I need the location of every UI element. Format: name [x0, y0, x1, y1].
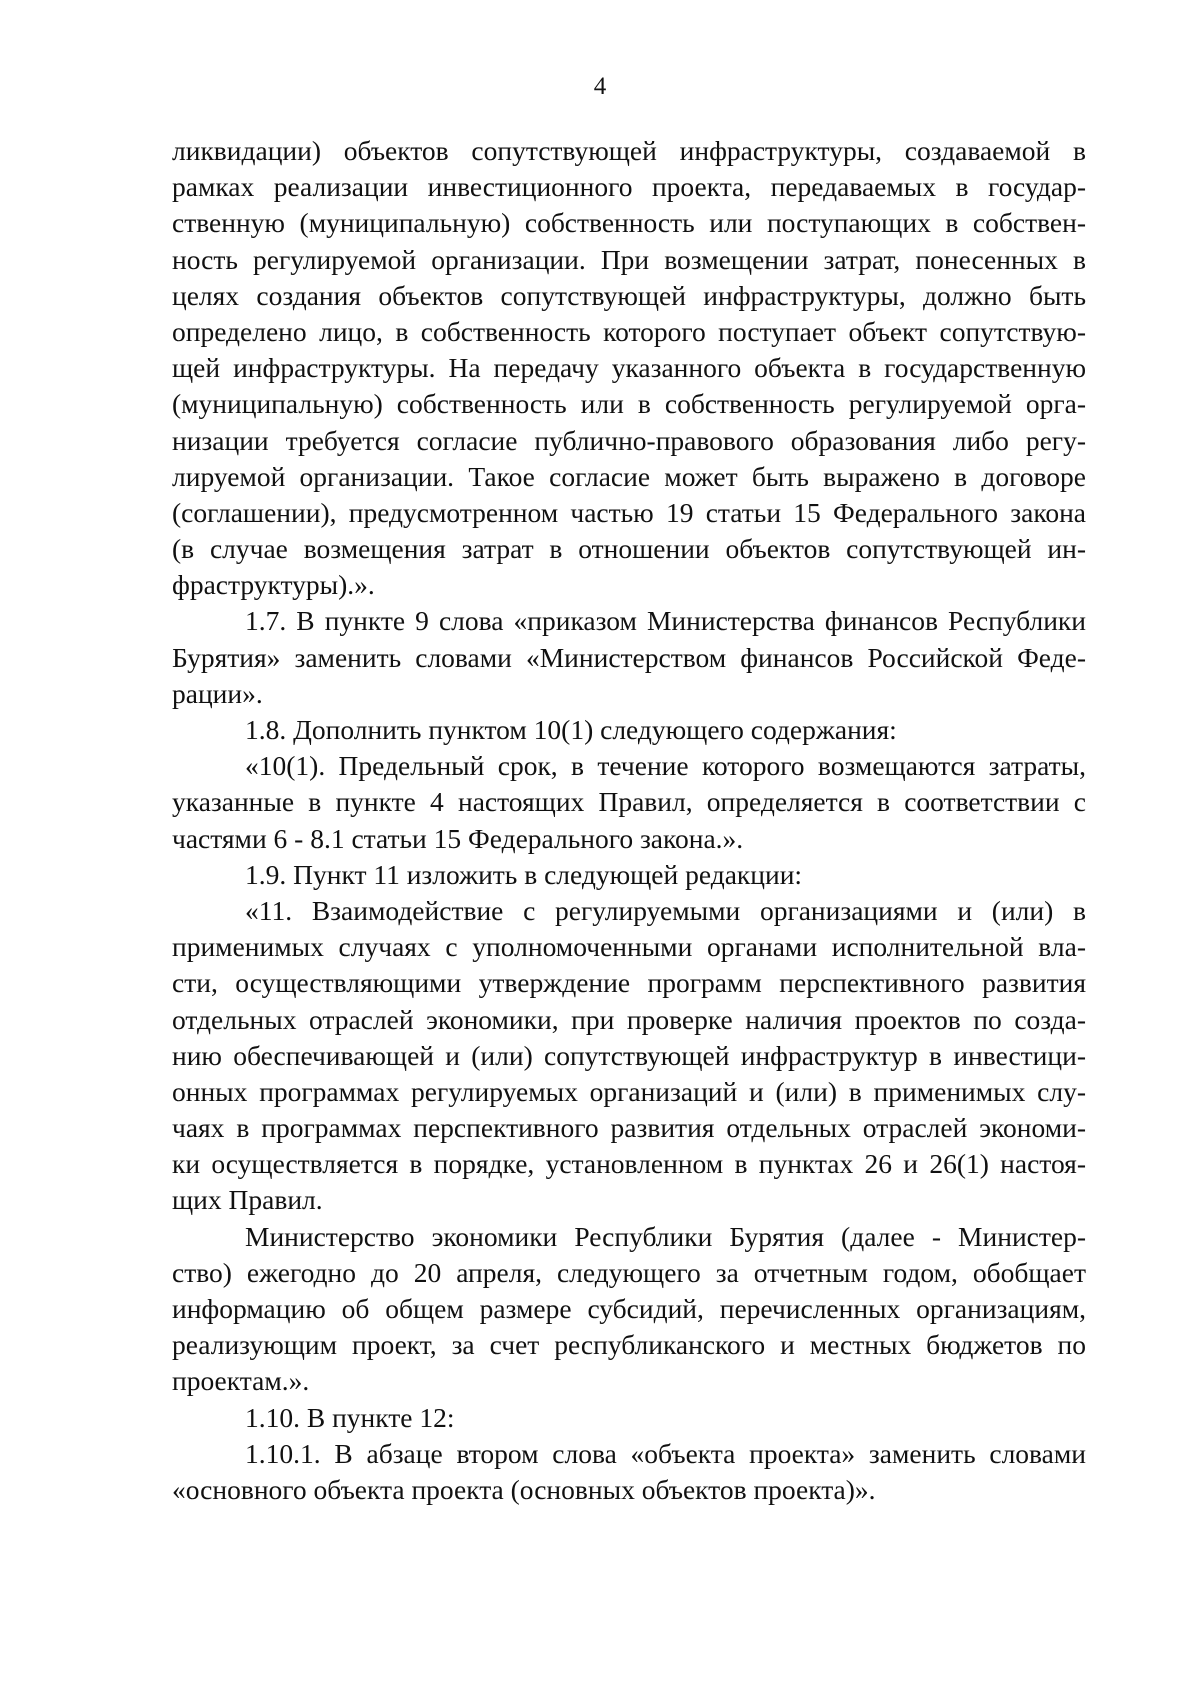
text-line: фраструктуры).». [172, 569, 375, 601]
text-line: реализующим проект, за счет республиканского и местных бюджетов по [172, 1329, 1086, 1361]
text-line: проектам.». [172, 1365, 310, 1397]
text-line: сти, осуществляющими утверждение программ перспективного развития [172, 967, 1086, 999]
text-line: частями 6 - 8.1 статьи 15 Федерального закона.». [172, 822, 744, 854]
text-line: 1.8. Дополнить пунктом 10(1) следующего содержания: [245, 714, 897, 745]
text-line: ство) ежегодно до 20 апреля, следующего за отчетным годом, обобщает [172, 1256, 1086, 1288]
text-line: 1.9. Пункт 11 изложить в следующей редакции: [245, 858, 803, 890]
text-line: рамках реализации инвестиционного проекта, передаваемых в государ- [172, 171, 1086, 203]
text-line: определено лицо, в собственность которого поступает объект сопутствую- [172, 315, 1086, 347]
document-body [172, 133, 1086, 1508]
text-line: рации». [172, 677, 263, 709]
text-line: онных программах регулируемых организаций и (или) в применимых слу- [172, 1075, 1086, 1107]
text-line: щих Правил. [172, 1184, 323, 1216]
text-line: «10(1). Предельный срок, в течение которого возмещаются затраты, [245, 750, 1086, 782]
text-line: (муниципальную) собственность или в собственность регулируемой орга- [172, 388, 1086, 420]
text-line: 1.10. В пункте 12: [245, 1401, 455, 1433]
text-line: чаях в программах перспективного развития отдельных отраслей экономи- [172, 1112, 1086, 1144]
text-line: указанные в пункте 4 настоящих Правил, определяется в соответствии с [172, 786, 1086, 818]
text-line: 1.10.1. В абзаце втором слова «объекта проекта» заменить словами [245, 1437, 1086, 1469]
text-line: «основного объекта проекта (основных объектов проекта)». [172, 1473, 876, 1505]
text-line: Министерство экономики Республики Бурятия (далее - Министер- [245, 1220, 1086, 1252]
text-line: отдельных отраслей экономики, при проверке наличия проектов по созда- [172, 1003, 1086, 1035]
text-line: нию обеспечивающей и (или) сопутствующей инфраструктур в инвестици- [172, 1039, 1086, 1071]
text-line: ликвидации) объектов сопутствующей инфраструктуры, создаваемой в [172, 135, 1086, 166]
text-line: ки осуществляется в порядке, установленном в пунктах 26 и 26(1) настоя- [172, 1148, 1086, 1180]
text-line: ственную (муниципальную) собственность или поступающих в собствен- [172, 207, 1086, 239]
text-line: информацию об общем размере субсидий, перечисленных организациям, [172, 1293, 1086, 1324]
text-line: (соглашении), предусмотренном частью 19 статьи 15 Федерального закона [172, 496, 1086, 528]
text-line: целях создания объектов сопутствующей инфраструктуры, должно быть [172, 279, 1086, 311]
text-line: «11. Взаимодействие с регулируемыми организациями и (или) в [245, 894, 1086, 926]
text-line: лируемой организации. Такое согласие может быть выражено в договоре [172, 460, 1086, 492]
text-line: Бурятия» заменить словами «Министерством финансов Российской Феде- [172, 641, 1086, 673]
text-line: щей инфраструктуры. На передачу указанного объекта в государственную [172, 352, 1086, 384]
text-line: применимых случаях с уполномоченными органами исполнительной вла- [172, 931, 1086, 963]
text-line: 1.7. В пункте 9 слова «приказом Министерства финансов Республики [245, 605, 1086, 637]
page-number: 4 [593, 73, 607, 100]
text-line: низации требуется согласие публично-правового образования либо регу- [172, 424, 1086, 456]
text-line: (в случае возмещения затрат в отношении объектов сопутствующей ин- [172, 533, 1086, 565]
text-line: ность регулируемой организации. При возмещении затрат, понесенных в [172, 243, 1086, 275]
